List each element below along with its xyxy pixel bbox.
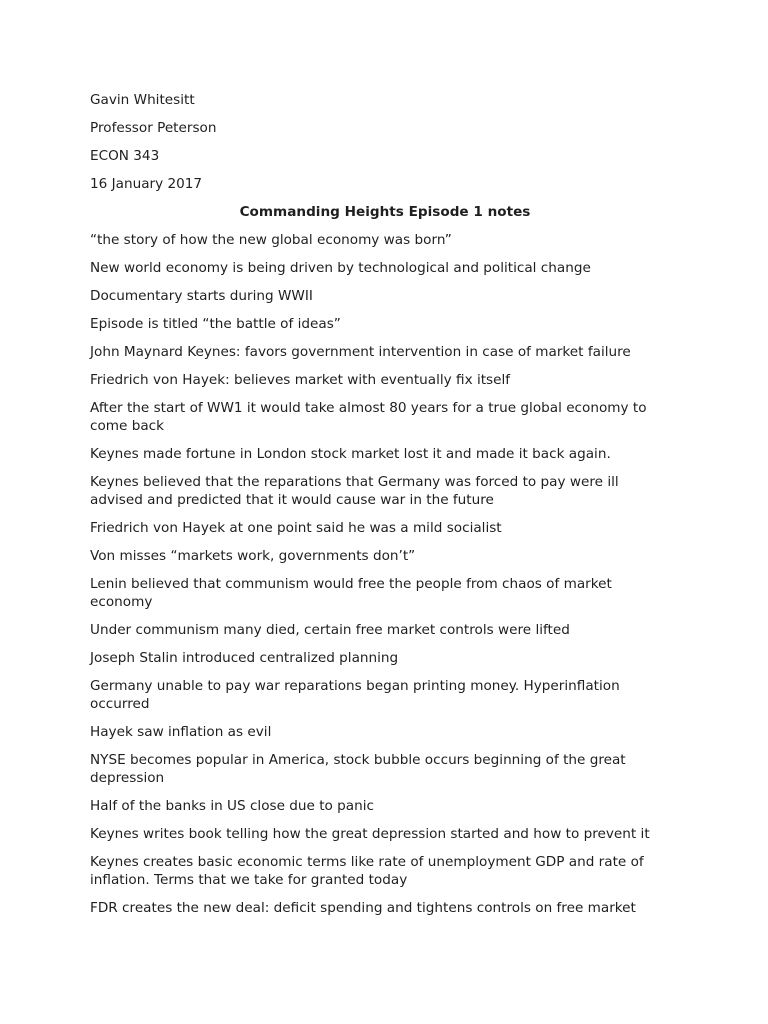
- document-body: [90, 91, 680, 927]
- note-line: NYSE becomes popular in America, stock bubble occurs beginning of the great depression: [90, 752, 626, 786]
- note-line: Keynes believed that the reparations that Germany was forced to pay were ill advised and predicted that it would cause war in the future: [90, 474, 619, 508]
- note-line: Joseph Stalin introduced centralized planning: [90, 650, 399, 666]
- note-line: After the start of WW1 it would take almost 80 years for a true global economy to come back: [90, 400, 647, 434]
- note-line: Episode is titled “the battle of ideas”: [90, 316, 341, 332]
- professor-name: Professor Peterson: [90, 120, 217, 136]
- note-line: Von misses “markets work, governments don’t”: [90, 548, 416, 564]
- note-line: Keynes made fortune in London stock market lost it and made it back again.: [90, 446, 611, 462]
- note-line: “the story of how the new global economy was born”: [90, 232, 452, 248]
- note-line: Lenin believed that communism would free the people from chaos of market economy: [90, 576, 612, 610]
- note-line: Documentary starts during WWII: [90, 288, 313, 304]
- document-title: Commanding Heights Episode 1 notes: [239, 204, 531, 220]
- note-line: Keynes creates basic economic terms like rate of unemployment GDP and rate of inflation. Terms that we take for granted today: [90, 854, 644, 888]
- author-name: Gavin Whitesitt: [90, 92, 195, 108]
- note-line: Half of the banks in US close due to panic: [90, 798, 375, 814]
- note-line: New world economy is being driven by technological and political change: [90, 260, 591, 276]
- note-line: Hayek saw inflation as evil: [90, 724, 272, 740]
- note-line: Germany unable to pay war reparations began printing money. Hyperinflation occurred: [90, 678, 620, 712]
- note-line: Friedrich von Hayek at one point said he was a mild socialist: [90, 520, 502, 536]
- note-line: Keynes writes book telling how the great depression started and how to prevent it: [90, 826, 650, 842]
- course-code: ECON 343: [90, 148, 160, 164]
- note-line: FDR creates the new deal: deficit spending and tightens controls on free market: [90, 900, 636, 916]
- note-line: Friedrich von Hayek: believes market with eventually fix itself: [90, 372, 511, 388]
- note-line: Under communism many died, certain free market controls were lifted: [90, 622, 570, 638]
- document-date: 16 January 2017: [90, 176, 203, 192]
- note-line: John Maynard Keynes: favors government intervention in case of market failure: [90, 344, 631, 360]
